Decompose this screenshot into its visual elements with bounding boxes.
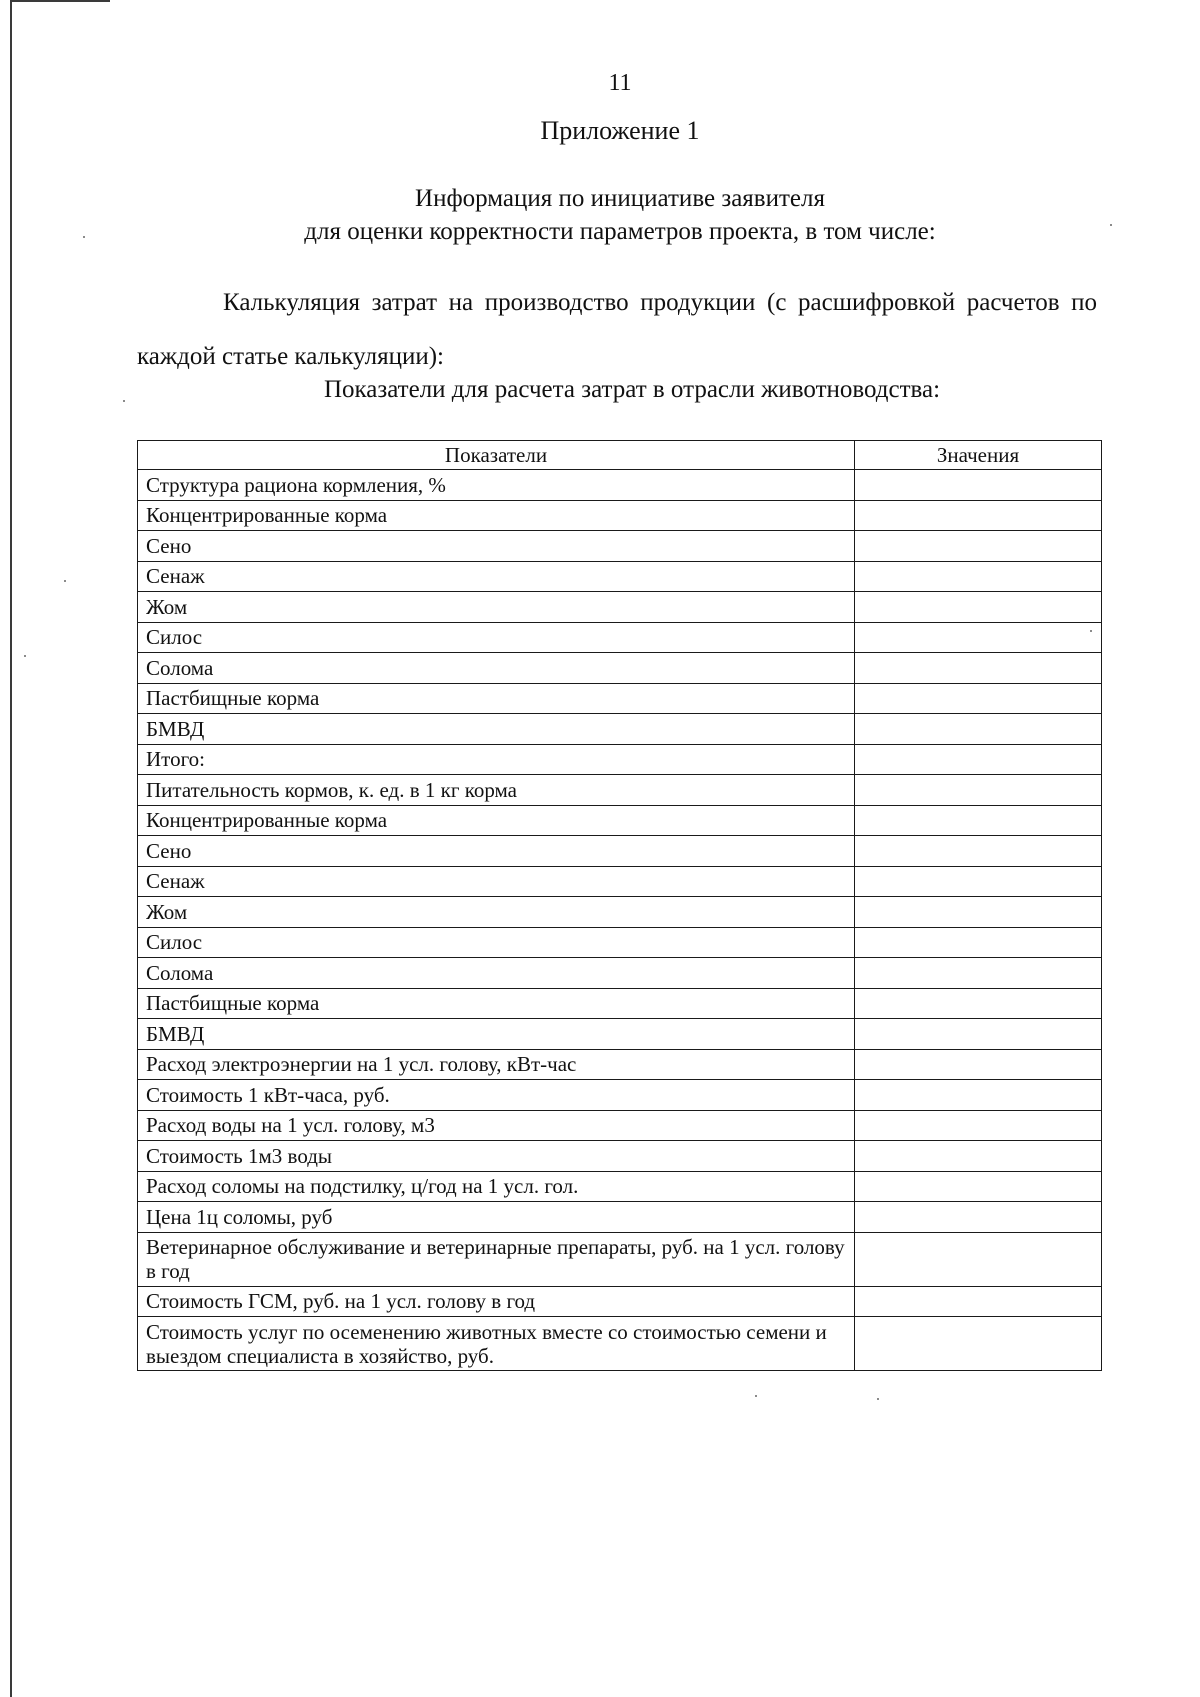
table-row <box>138 653 1102 684</box>
indicator-label: Концентрированные корма <box>138 500 855 531</box>
indicator-label: Силос <box>138 927 855 958</box>
appendix-title: Приложение 1 <box>540 116 700 145</box>
table-row <box>138 622 1102 653</box>
table-row <box>138 927 1102 958</box>
indicator-value <box>855 927 1102 958</box>
table-row <box>138 1110 1102 1141</box>
indicator-label: Ветеринарное обслуживание и ветеринарные препараты, руб. на 1 усл. голову в год <box>138 1232 855 1286</box>
table-row <box>138 683 1102 714</box>
scan-edge-top <box>10 0 110 2</box>
indicator-label: Стоимость услуг по осеменению животных вместе со стоимостью семени и выездом специалиста в хозяйство, руб. <box>138 1317 855 1371</box>
indicator-value <box>855 836 1102 867</box>
indicator-value <box>855 1232 1102 1286</box>
scan-speck <box>64 580 66 582</box>
indicator-value <box>855 1317 1102 1371</box>
indicator-label: Цена 1ц соломы, руб <box>138 1202 855 1233</box>
indicator-value <box>855 1286 1102 1317</box>
indicator-label: Стоимость 1м3 воды <box>138 1141 855 1172</box>
indicator-value <box>855 1110 1102 1141</box>
table-row <box>138 1080 1102 1111</box>
scan-speck <box>755 1395 757 1397</box>
table-row <box>138 1317 1102 1371</box>
indicator-label: Сенаж <box>138 561 855 592</box>
indicator-label: Силос <box>138 622 855 653</box>
indicators-table <box>137 440 1102 1371</box>
scan-edge-left <box>10 0 12 1697</box>
scan-speck <box>877 1398 879 1400</box>
indicator-label: Сенаж <box>138 866 855 897</box>
indicator-value <box>855 1049 1102 1080</box>
indicator-value <box>855 1019 1102 1050</box>
table-row <box>138 714 1102 745</box>
indicator-value <box>855 653 1102 684</box>
indicator-label: Сено <box>138 531 855 562</box>
indicators-heading: Показатели для расчета затрат в отрасли животноводства: <box>323 376 941 403</box>
indicator-label: Солома <box>138 653 855 684</box>
indicator-value <box>855 1171 1102 1202</box>
table-row <box>138 897 1102 928</box>
indicator-label: БМВД <box>138 1019 855 1050</box>
document-heading-line-1: Информация по инициативе заявителя <box>415 185 825 212</box>
table-row <box>138 744 1102 775</box>
column-header-indicators: Показатели <box>138 441 855 470</box>
indicator-label: Итого: <box>138 744 855 775</box>
table-row <box>138 561 1102 592</box>
indicator-value <box>855 1202 1102 1233</box>
page-number: 11 <box>608 70 632 96</box>
indicator-value <box>855 805 1102 836</box>
table-row <box>138 988 1102 1019</box>
table-row <box>138 805 1102 836</box>
indicator-label: Стоимость 1 кВт-часа, руб. <box>138 1080 855 1111</box>
indicator-value <box>855 683 1102 714</box>
indicator-label: БМВД <box>138 714 855 745</box>
table-row <box>138 1019 1102 1050</box>
column-header-values: Значения <box>855 441 1102 470</box>
table-row <box>138 470 1102 501</box>
table-row <box>138 866 1102 897</box>
indicator-label: Пастбищные корма <box>138 683 855 714</box>
table-header-row <box>138 441 1102 470</box>
document-heading-line-2: для оценки корректности параметров проекта, в том числе: <box>304 218 936 245</box>
indicator-label: Пастбищные корма <box>138 988 855 1019</box>
calculation-paragraph: Калькуляция затрат на производство продукции (с расшифровкой расчетов по каждой статье калькуляции): <box>137 289 1097 370</box>
indicator-label: Структура рациона кормления, % <box>138 470 855 501</box>
indicator-label: Сено <box>138 836 855 867</box>
indicator-value <box>855 1141 1102 1172</box>
indicator-label: Жом <box>138 592 855 623</box>
table-row <box>138 1202 1102 1233</box>
indicator-value <box>855 531 1102 562</box>
table-row <box>138 500 1102 531</box>
indicator-label: Расход соломы на подстилку, ц/год на 1 усл. гол. <box>138 1171 855 1202</box>
indicator-value <box>855 561 1102 592</box>
table-row <box>138 1141 1102 1172</box>
indicator-value <box>855 897 1102 928</box>
indicator-value <box>855 744 1102 775</box>
indicator-value <box>855 470 1102 501</box>
table-row <box>138 531 1102 562</box>
indicator-value <box>855 958 1102 989</box>
indicator-label: Расход воды на 1 усл. голову, м3 <box>138 1110 855 1141</box>
indicator-label: Питательность кормов, к. ед. в 1 кг корма <box>138 775 855 806</box>
indicator-label: Концентрированные корма <box>138 805 855 836</box>
table-row <box>138 775 1102 806</box>
table-row <box>138 958 1102 989</box>
indicator-label: Солома <box>138 958 855 989</box>
indicator-label: Жом <box>138 897 855 928</box>
indicator-value <box>855 622 1102 653</box>
indicator-label: Расход электроэнергии на 1 усл. голову, кВт-час <box>138 1049 855 1080</box>
indicator-value <box>855 1080 1102 1111</box>
indicator-value <box>855 714 1102 745</box>
table-row <box>138 1232 1102 1286</box>
table-row <box>138 1286 1102 1317</box>
indicator-label: Стоимость ГСМ, руб. на 1 усл. голову в год <box>138 1286 855 1317</box>
indicator-value <box>855 988 1102 1019</box>
table-row <box>138 1049 1102 1080</box>
indicator-value <box>855 500 1102 531</box>
table-row <box>138 592 1102 623</box>
indicator-value <box>855 592 1102 623</box>
scan-speck <box>24 655 26 657</box>
indicator-value <box>855 866 1102 897</box>
table-row <box>138 836 1102 867</box>
table-row <box>138 1171 1102 1202</box>
indicator-value <box>855 775 1102 806</box>
